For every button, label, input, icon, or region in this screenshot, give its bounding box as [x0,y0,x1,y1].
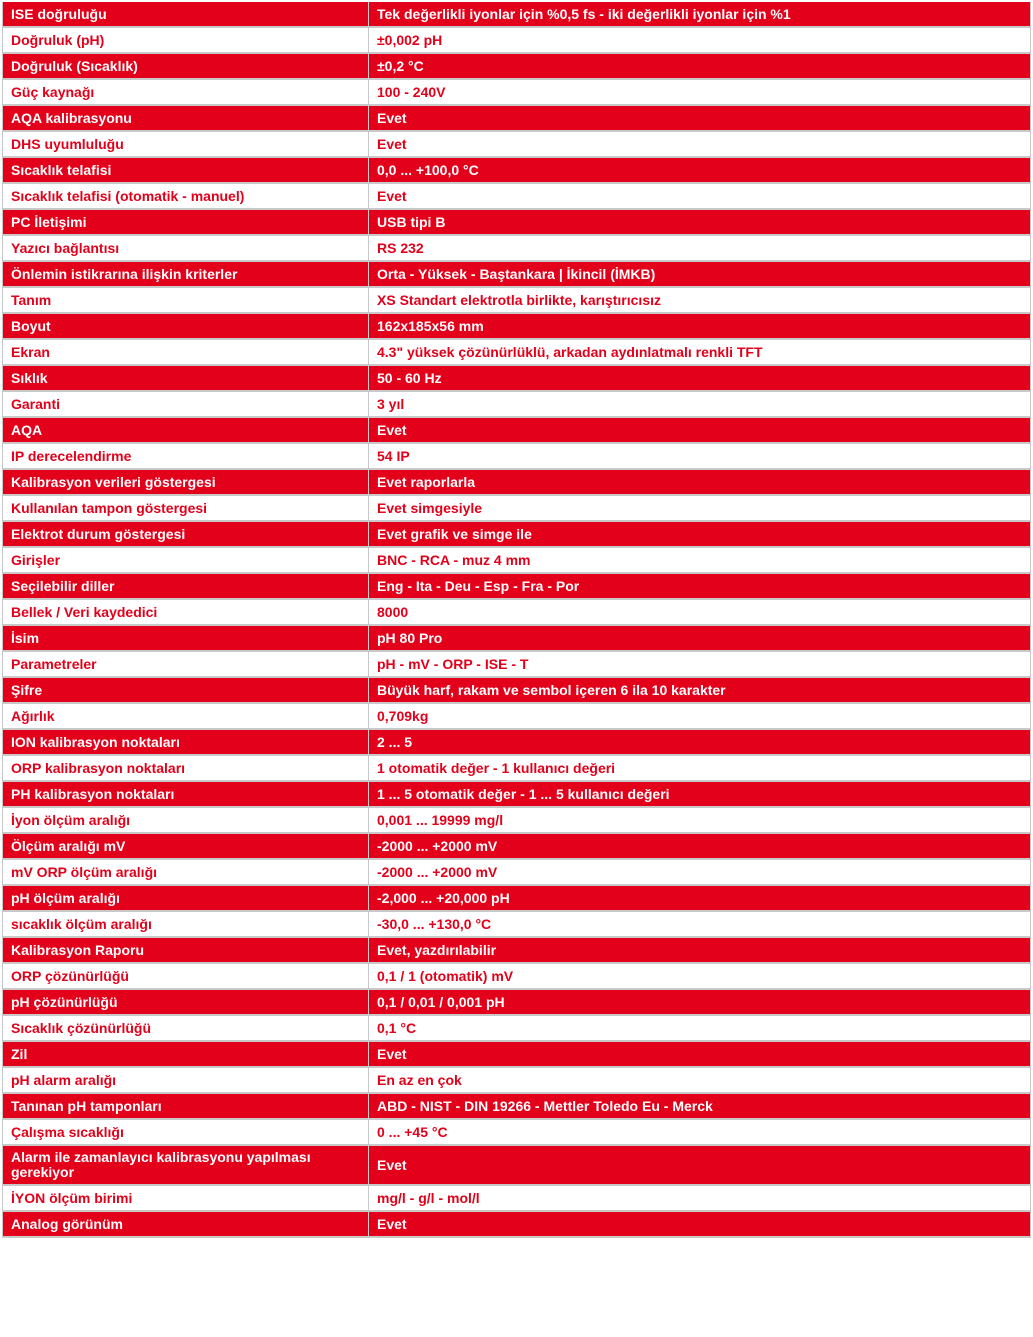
spec-label: mV ORP ölçüm aralığı [2,860,369,886]
spec-label: İyon ölçüm aralığı [2,808,369,834]
spec-table-body [2,2,1031,1238]
spec-label: Analog görünüm [2,1212,369,1238]
spec-label: Doğruluk (Sıcaklık) [2,54,369,80]
spec-value: 4.3" yüksek çözünürlüklü, arkadan aydınlatmalı renkli TFT [369,340,1031,366]
table-row [2,548,1031,574]
spec-value: 3 yıl [369,392,1031,418]
spec-value: BNC - RCA - muz 4 mm [369,548,1031,574]
spec-label: Zil [2,1042,369,1068]
spec-value: Evet [369,106,1031,132]
spec-label: İsim [2,626,369,652]
spec-label: pH çözünürlüğü [2,990,369,1016]
table-row [2,600,1031,626]
spec-label: Sıklık [2,366,369,392]
table-row [2,652,1031,678]
spec-label: Boyut [2,314,369,340]
table-row [2,470,1031,496]
table-row [2,132,1031,158]
spec-label: Kullanılan tampon göstergesi [2,496,369,522]
spec-value: pH - mV - ORP - ISE - T [369,652,1031,678]
spec-value: 0,1 / 1 (otomatik) mV [369,964,1031,990]
table-row [2,80,1031,106]
spec-value: -2000 ... +2000 mV [369,860,1031,886]
spec-value: 0,1 °C [369,1016,1031,1042]
table-row [2,158,1031,184]
spec-label: Sıcaklık telafisi [2,158,369,184]
spec-label: Bellek / Veri kaydedici [2,600,369,626]
spec-label: pH alarm aralığı [2,1068,369,1094]
table-row [2,574,1031,600]
spec-label: Alarm ile zamanlayıcı kalibrasyonu yapılması gerekiyor [2,1146,369,1186]
spec-label: Doğruluk (pH) [2,28,369,54]
table-row [2,340,1031,366]
spec-value: -30,0 ... +130,0 °C [369,912,1031,938]
spec-value: Eng - Ita - Deu - Esp - Fra - Por [369,574,1031,600]
spec-value: pH 80 Pro [369,626,1031,652]
table-row [2,1016,1031,1042]
spec-value: 50 - 60 Hz [369,366,1031,392]
spec-value: ABD - NIST - DIN 19266 - Mettler Toledo Eu - Merck [369,1094,1031,1120]
spec-value: En az en çok [369,1068,1031,1094]
spec-label: Önlemin istikrarına ilişkin kriterler [2,262,369,288]
spec-label: Şifre [2,678,369,704]
spec-value: RS 232 [369,236,1031,262]
table-row [2,808,1031,834]
table-row [2,496,1031,522]
table-row [2,236,1031,262]
table-row [2,418,1031,444]
table-row [2,886,1031,912]
spec-label: ION kalibrasyon noktaları [2,730,369,756]
spec-value: 0,1 / 0,01 / 0,001 pH [369,990,1031,1016]
spec-value: ±0,2 °C [369,54,1031,80]
table-row [2,964,1031,990]
spec-label: ORP çözünürlüğü [2,964,369,990]
spec-label: Sıcaklık telafisi (otomatik - manuel) [2,184,369,210]
table-row [2,522,1031,548]
spec-value: mg/l - g/l - mol/l [369,1186,1031,1212]
table-row [2,54,1031,80]
spec-label: Kalibrasyon verileri göstergesi [2,470,369,496]
spec-label: Kalibrasyon Raporu [2,938,369,964]
spec-value: 54 IP [369,444,1031,470]
spec-label: AQA kalibrasyonu [2,106,369,132]
table-row [2,678,1031,704]
spec-label: ORP kalibrasyon noktaları [2,756,369,782]
table-row [2,1146,1031,1186]
spec-value: 1 ... 5 otomatik değer - 1 ... 5 kullanıcı değeri [369,782,1031,808]
spec-value: 100 - 240V [369,80,1031,106]
spec-label: Garanti [2,392,369,418]
spec-label: Sıcaklık çözünürlüğü [2,1016,369,1042]
spec-label: DHS uyumluluğu [2,132,369,158]
spec-value: 162x185x56 mm [369,314,1031,340]
table-row [2,210,1031,236]
table-row [2,392,1031,418]
spec-value: ±0,002 pH [369,28,1031,54]
table-row [2,1212,1031,1238]
spec-label: Yazıcı bağlantısı [2,236,369,262]
table-row [2,288,1031,314]
spec-label: İYON ölçüm birimi [2,1186,369,1212]
spec-label: PC İletişimi [2,210,369,236]
spec-value: Evet [369,184,1031,210]
table-row [2,1068,1031,1094]
spec-value: 0 ... +45 °C [369,1120,1031,1146]
spec-label: Tanım [2,288,369,314]
spec-label: Girişler [2,548,369,574]
table-row [2,990,1031,1016]
table-row [2,262,1031,288]
spec-value: 0,709kg [369,704,1031,730]
spec-value: 1 otomatik değer - 1 kullanıcı değeri [369,756,1031,782]
spec-label: Ölçüm aralığı mV [2,834,369,860]
table-row [2,1094,1031,1120]
spec-label: Elektrot durum göstergesi [2,522,369,548]
spec-value: USB tipi B [369,210,1031,236]
table-row [2,756,1031,782]
spec-value: Evet, yazdırılabilir [369,938,1031,964]
spec-value: -2,000 ... +20,000 pH [369,886,1031,912]
spec-label: Parametreler [2,652,369,678]
table-row [2,444,1031,470]
table-row [2,860,1031,886]
spec-label: Tanınan pH tamponları [2,1094,369,1120]
spec-label: pH ölçüm aralığı [2,886,369,912]
spec-label: IP derecelendirme [2,444,369,470]
spec-value: Evet [369,1042,1031,1068]
spec-label: Güç kaynağı [2,80,369,106]
table-row [2,106,1031,132]
spec-value: Evet raporlarla [369,470,1031,496]
table-row [2,184,1031,210]
table-row [2,1120,1031,1146]
spec-value: 8000 [369,600,1031,626]
spec-value: Evet simgesiyle [369,496,1031,522]
spec-value: Büyük harf, rakam ve sembol içeren 6 ila 10 karakter [369,678,1031,704]
table-row [2,2,1031,28]
table-row [2,626,1031,652]
spec-value: Evet grafik ve simge ile [369,522,1031,548]
spec-label: AQA [2,418,369,444]
spec-value: XS Standart elektrotla birlikte, karıştırıcısız [369,288,1031,314]
spec-label: Ağırlık [2,704,369,730]
spec-value: -2000 ... +2000 mV [369,834,1031,860]
spec-table [2,2,1031,1238]
table-row [2,834,1031,860]
spec-value: Tek değerlikli iyonlar için %0,5 fs - iki değerlikli iyonlar için %1 [369,2,1031,28]
spec-value: 0,0 ... +100,0 °C [369,158,1031,184]
spec-label: Çalışma sıcaklığı [2,1120,369,1146]
spec-value: Evet [369,1146,1031,1186]
table-row [2,366,1031,392]
spec-value: 2 ... 5 [369,730,1031,756]
table-row [2,730,1031,756]
spec-value: Evet [369,1212,1031,1238]
spec-label: PH kalibrasyon noktaları [2,782,369,808]
table-row [2,704,1031,730]
table-row [2,314,1031,340]
spec-label: Seçilebilir diller [2,574,369,600]
table-row [2,28,1031,54]
spec-label: ISE doğruluğu [2,2,369,28]
table-row [2,912,1031,938]
table-row [2,1042,1031,1068]
spec-value: Evet [369,132,1031,158]
spec-value: Orta - Yüksek - Baştankara | İkincil (İMKB) [369,262,1031,288]
spec-value: 0,001 ... 19999 mg/l [369,808,1031,834]
spec-label: sıcaklık ölçüm aralığı [2,912,369,938]
table-row [2,782,1031,808]
spec-value: Evet [369,418,1031,444]
table-row [2,938,1031,964]
spec-label: Ekran [2,340,369,366]
table-row [2,1186,1031,1212]
